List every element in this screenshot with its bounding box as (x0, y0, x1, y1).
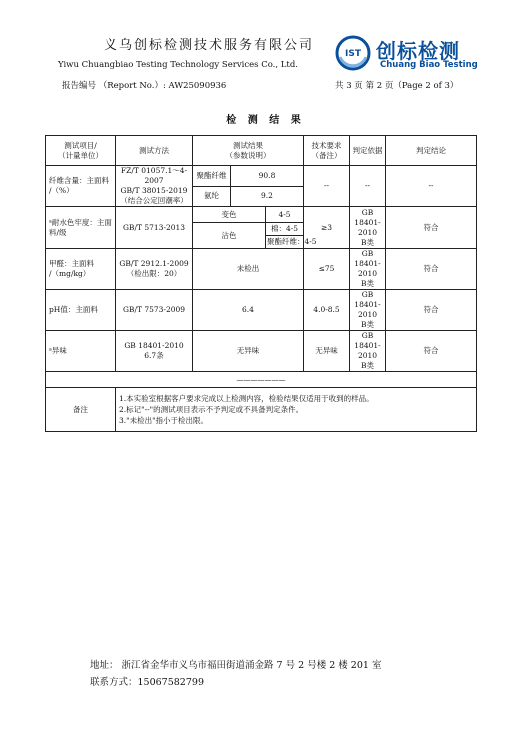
ph-requirement: 4.0-8.5 (304, 290, 350, 331)
company-name-en: Yiwu Chuangbiao Testing Technology Services Co., Ltd. (58, 60, 298, 70)
page-indicator: 共 3 页 第 2 页（Page 2 of 3） (335, 81, 459, 91)
fiber-conclusion: -- (386, 166, 477, 207)
remarks-row (46, 388, 477, 432)
staining-polyester: 聚酯纤维：4-5 (266, 236, 304, 249)
results-table (45, 135, 477, 432)
ph-item: pH值：主面料 (46, 290, 116, 331)
logo-mark-text: IST (345, 49, 361, 59)
table-header-row (46, 136, 477, 166)
staining-cotton: 棉：4-5 (266, 223, 304, 236)
fiber-method: FZ/T 01057.1～4-2007 GB/T 38015-2019 （结合公定回潮率） (116, 166, 193, 207)
staining-label: 沾色 (193, 223, 266, 249)
fiber-comp1-name: 聚酯纤维 (193, 166, 231, 187)
footer-address: 地址： 浙江省金华市义乌市福田街道涌金路 7 号 2 号楼 2 楼 201 室 (90, 660, 382, 671)
header-basis: 判定依据 (350, 136, 386, 166)
water-fastness-conclusion: 符合 (386, 207, 477, 249)
company-name-cn: 义乌创标检测技术服务有限公司 (104, 38, 315, 53)
section-title: 检 测 结 果 (226, 115, 305, 126)
end-marker: ——————— (46, 372, 477, 388)
ph-result: 6.4 (193, 290, 304, 331)
ph-basis: GB 18401-2010 B类 (350, 290, 386, 331)
fiber-requirement: -- (304, 166, 350, 207)
footer-contact: 联系方式：15067582799 (90, 677, 204, 688)
formaldehyde-basis: GB 18401-2010 B类 (350, 249, 386, 290)
table-row (46, 331, 477, 372)
formaldehyde-result: 未检出 (193, 249, 304, 290)
color-change-label: 变色 (193, 207, 266, 223)
logo-text-en: Chuang Biao Testing (380, 60, 478, 70)
water-fastness-method: GB/T 5713-2013 (116, 207, 193, 249)
ph-conclusion: 符合 (386, 290, 477, 331)
odor-method: GB 18401-2010 6.7条 (116, 331, 193, 372)
remarks-content (116, 388, 477, 432)
formaldehyde-method: GB/T 2912.1-2009 （检出限：20） (116, 249, 193, 290)
remark-item: 3."未检出"指小于检出限。 (119, 416, 209, 425)
formaldehyde-item: 甲醛：主面料 /（mg/kg） (46, 249, 116, 290)
water-fastness-basis: GB 18401-2010 B类 (350, 207, 386, 249)
fiber-comp2-name: 氨纶 (193, 186, 231, 207)
table-row (46, 207, 477, 223)
fiber-comp2-value: 9.2 (231, 186, 304, 207)
remarks-label: 备注 (46, 388, 116, 432)
remark-item: 2.标记"--"的测试项目表示不予判定或不具备判定条件。 (119, 405, 304, 414)
header-method: 测试方法 (116, 136, 193, 166)
header-result: 测试结果 （参数说明） (193, 136, 304, 166)
ph-method: GB/T 7573-2009 (116, 290, 193, 331)
header-item: 测试项目/ （计量单位） (46, 136, 116, 166)
formaldehyde-conclusion: 符合 (386, 249, 477, 290)
company-logo-icon (335, 35, 371, 71)
formaldehyde-requirement: ≤75 (304, 249, 350, 290)
water-fastness-item: ᵃ耐水色牢度：主面 料/级 (46, 207, 116, 249)
logo-text-cn: 创标检测 (376, 39, 460, 63)
header-requirement: 技术要求 （备注） (304, 136, 350, 166)
odor-conclusion: 符合 (386, 331, 477, 372)
fiber-basis: -- (350, 166, 386, 207)
table-row (46, 249, 477, 290)
fiber-comp1-value: 90.8 (231, 166, 304, 187)
odor-basis: GB 18401-2010 B类 (350, 331, 386, 372)
odor-requirement: 无异味 (304, 331, 350, 372)
water-fastness-requirement: ≥3 (304, 207, 350, 249)
table-row (46, 290, 477, 331)
report-number: 报告编号 （Report No.）: AW25090936 (62, 81, 227, 91)
odor-item: ᵃ异味 (46, 331, 116, 372)
header-conclusion: 判定结论 (386, 136, 477, 166)
fiber-item: 纤维含量：主面料 /（%） (46, 166, 116, 207)
table-row (46, 166, 477, 187)
color-change-value: 4-5 (266, 207, 304, 223)
end-marker-row (46, 372, 477, 388)
remark-item: 1.本实验室根据客户要求完成以上检测内容，检验结果仅适用于收到的样品。 (119, 394, 374, 403)
odor-result: 无异味 (193, 331, 304, 372)
